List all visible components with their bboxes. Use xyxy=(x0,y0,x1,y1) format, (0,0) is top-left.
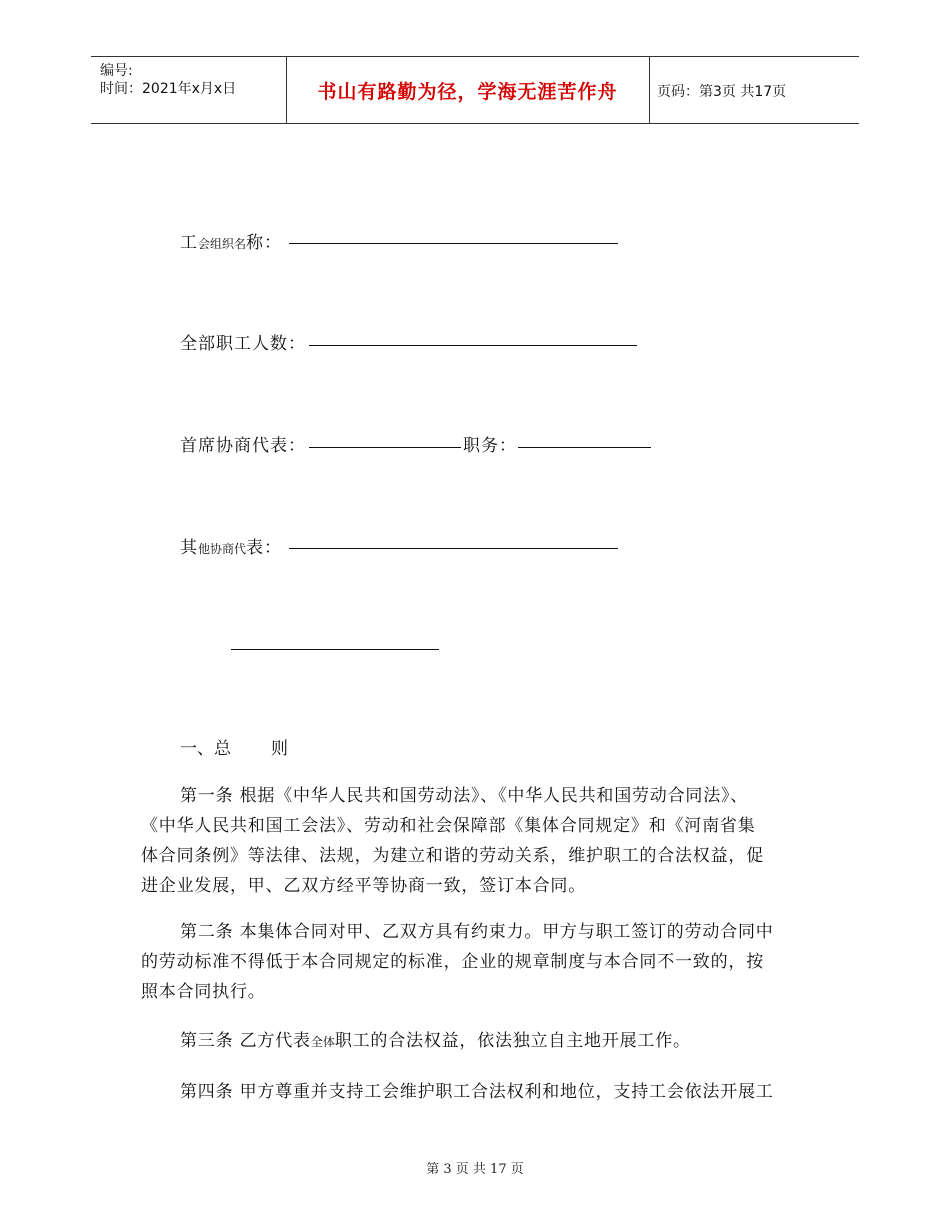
union-name-label xyxy=(180,228,282,253)
article-4-line: 第四条 甲方尊重并支持工会维护职工合法权利和地位，支持工会依法开展工 xyxy=(180,1082,774,1102)
header-page-cell xyxy=(649,57,859,123)
page-footer: 第 3 页 共 17 页 xyxy=(426,1162,524,1177)
article-3 xyxy=(141,1026,811,1057)
article-3-line xyxy=(141,1026,811,1057)
document-time-label: 时间：2021年x月x日 xyxy=(100,81,237,97)
other-reps-label-part3: 表： xyxy=(246,538,283,558)
article-1-line: 第一条 根据《中华人民共和国劳动法》、《中华人民共和国劳动合同法》、 xyxy=(180,786,749,806)
other-reps-label-part2: 他协商代 xyxy=(198,542,247,556)
header-motto-cell xyxy=(286,57,650,123)
section-title-number: 一、总 xyxy=(180,739,231,759)
article-3-part2: 职工的合法权益，依法独立自主地开展工作。 xyxy=(334,1031,691,1051)
section-title-word: 则 xyxy=(271,739,288,759)
other-reps-label xyxy=(180,533,282,558)
page-header xyxy=(91,56,859,124)
other-reps-blank[interactable] xyxy=(289,548,618,549)
article-1-line: 《中华人民共和国工会法》、劳动和社会保障部《集体合同规定》和《河南省集 xyxy=(141,816,756,836)
union-name-label-part2: 会组织名 xyxy=(198,237,247,251)
total-workers-label: 全部职工人数： xyxy=(180,334,306,354)
chief-rep-label: 首席协商代表： xyxy=(180,436,306,456)
header-motto: 书山有路勤为径，学海无涯苦作舟 xyxy=(317,81,618,103)
chief-rep-blank[interactable] xyxy=(309,447,461,448)
position-blank[interactable] xyxy=(518,447,651,448)
section-title xyxy=(180,734,288,759)
article-2 xyxy=(141,917,811,1007)
signature-blank[interactable] xyxy=(231,649,439,650)
article-2-line: 照本合同执行。 xyxy=(141,982,266,1002)
position-label: 职务： xyxy=(463,436,517,456)
header-page-info: 页码：第3页 共17页 xyxy=(657,84,787,100)
article-2-line: 第二条 本集体合同对甲、乙双方具有约束力。甲方与职工签订的劳动合同中 xyxy=(180,922,774,942)
article-4 xyxy=(141,1077,811,1107)
header-meta-cell xyxy=(91,57,287,123)
article-2-line: 的劳动标准不得低于本合同规定的标准，企业的规章制度与本合同不一致的，按 xyxy=(141,952,764,972)
article-3-small: 全体 xyxy=(310,1035,335,1049)
article-1-line: 进企业发展，甲、乙双方经平等协商一致，签订本合同。 xyxy=(141,876,586,896)
document-number-label: 编号: xyxy=(100,63,133,79)
union-name-label-part1: 工 xyxy=(180,233,198,253)
union-name-label-part3: 称： xyxy=(246,233,283,253)
union-name-blank[interactable] xyxy=(289,243,618,244)
article-1-line: 体合同条例》等法律、法规，为建立和谐的劳动关系，维护职工的合法权益，促 xyxy=(141,846,764,866)
other-reps-label-part1: 其 xyxy=(180,538,198,558)
article-1 xyxy=(141,781,811,901)
article-3-part1: 第三条 乙方代表 xyxy=(180,1031,311,1051)
total-workers-blank[interactable] xyxy=(309,345,637,346)
